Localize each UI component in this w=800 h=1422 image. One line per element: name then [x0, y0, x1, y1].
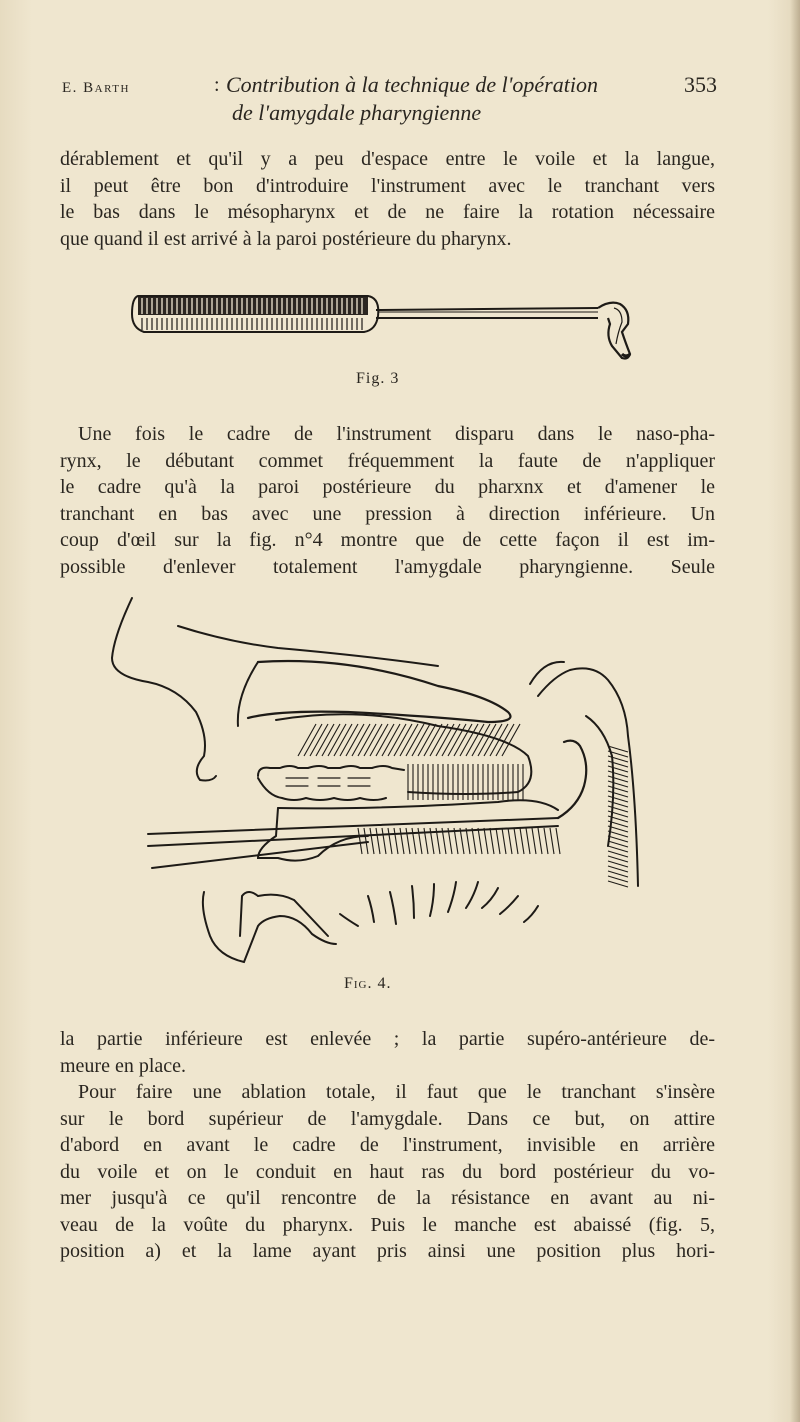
- floor-hatch: [406, 828, 410, 854]
- floor-hatch: [394, 828, 398, 854]
- floor-hatch: [370, 828, 374, 854]
- upper-teeth: [258, 766, 404, 776]
- pharynx-hatch: [608, 776, 628, 782]
- page-number: 353: [684, 72, 717, 97]
- text-line: dérablement et qu'il y a peu d'espace entre le voile et la langue,: [60, 148, 715, 170]
- pharynx-hatch: [608, 856, 628, 862]
- text-line: la partie inférieure est enlevée ; la partie supéro-antérieure de-: [60, 1028, 715, 1050]
- pharynx-hatch: [608, 871, 628, 877]
- pharynx-hatch: [608, 796, 628, 802]
- pharynx-hatch: [608, 771, 628, 777]
- lower-jaw: [203, 892, 336, 962]
- pharynx-hatch: [608, 831, 628, 837]
- floor-hatch: [358, 828, 362, 854]
- pharynx-hatch: [608, 846, 628, 852]
- header-title-text: Contribution à la technique de l'opération: [226, 72, 598, 97]
- floor-hatch: [466, 828, 470, 854]
- text-line: meure en place.: [60, 1054, 187, 1077]
- figure-4-illustration: [108, 596, 668, 976]
- floor-hatch: [556, 828, 560, 854]
- text-line: le cadre qu'à la paroi postérieure du pharxnx et d'amener le: [60, 476, 715, 498]
- running-head: [62, 72, 717, 130]
- floor-hatch: [532, 828, 536, 854]
- text-line: que quand il est arrivé à la paroi postérieure du pharynx.: [60, 227, 512, 250]
- floor-hatch: [472, 828, 476, 854]
- floor-hatch: [502, 828, 506, 854]
- floor-hatch: [484, 828, 488, 854]
- text-line: du voile et on le conduit en haut ras du bord postérieur du vo-: [60, 1160, 715, 1183]
- text-line: il peut être bon d'introduire l'instrument avec le tranchant vers: [60, 174, 715, 197]
- text-line: le bas dans le mésopharynx et de ne faire la rotation nécessaire: [60, 201, 715, 223]
- header-title-line2: de l'amygdale pharyngienne: [232, 100, 482, 125]
- paragraph-1: [60, 146, 715, 252]
- instrument-shaft: [148, 818, 558, 868]
- text-line: possible d'enlever totalement l'amygdale pharyngienne. Seule: [60, 555, 715, 578]
- floor-hatch: [388, 828, 392, 854]
- pharynx-hatch: [608, 876, 628, 882]
- floor-hatch: [400, 828, 404, 854]
- pharynx-hatch: [608, 791, 628, 797]
- pharynx-hatch: [608, 861, 628, 867]
- pharynx-wall: [538, 668, 638, 886]
- floor-hatch: [412, 828, 416, 854]
- floor-hatch: [490, 828, 494, 854]
- floor-hatch: [538, 828, 542, 854]
- pharynx-hatch: [608, 756, 628, 762]
- pharynx-hatch: [608, 766, 628, 772]
- pharynx-hatch: [608, 801, 628, 807]
- figure-3-illustration: [128, 288, 638, 368]
- floor-hatch: [550, 828, 554, 854]
- paragraph-2: [60, 421, 715, 580]
- pharynx-hatch: [608, 841, 628, 847]
- figure-3-caption: Fig. 3: [356, 370, 400, 387]
- floor-hatch: [496, 828, 500, 854]
- floor-hatch: [478, 828, 482, 854]
- floor-hatch: [514, 828, 518, 854]
- paragraph-3: [60, 1026, 715, 1265]
- pharynx-hatch: [608, 781, 628, 787]
- page-edge: [790, 0, 800, 1422]
- header-separator: :: [214, 74, 220, 96]
- palate: [248, 661, 511, 722]
- floor-hatch: [526, 828, 530, 854]
- text-line: veau de la voûte du pharynx. Puis le manche est abaissé (fig. 5,: [60, 1213, 715, 1236]
- figure-4-caption: Fig. 4.: [344, 975, 392, 992]
- pharynx-hatch: [608, 881, 628, 887]
- floor-hatch: [520, 828, 524, 854]
- face-profile: [112, 598, 216, 781]
- text-line: position a) et la lame ayant pris ainsi une position plus hori-: [60, 1240, 715, 1262]
- nose-line: [178, 626, 438, 666]
- text-line: Une fois le cadre de l'instrument disparu dans le naso-pha-: [78, 423, 715, 445]
- floor-hatch: [376, 828, 380, 854]
- floor-hatch: [460, 828, 464, 854]
- pharynx-hatch: [608, 851, 628, 857]
- floor-hatch: [364, 828, 368, 854]
- text-line: coup d'œil sur la fig. n°4 montre que de cette façon il est im-: [60, 529, 715, 551]
- pharynx-hatch: [608, 786, 628, 792]
- pharynx-hatch: [608, 836, 628, 842]
- floor-hatch: [508, 828, 512, 854]
- text-line: rynx, le débutant commet fréquemment la faute de n'appliquer: [60, 449, 715, 472]
- text-line: mer jusqu'à ce qu'il rencontre de la résistance en avant au ni-: [60, 1187, 715, 1209]
- pharynx-hatch: [608, 866, 628, 872]
- text-line: tranchant en bas avec une pression à direction inférieure. Un: [60, 502, 715, 525]
- text-line: d'abord en avant le cadre de l'instrument, invisible en arrière: [60, 1134, 715, 1156]
- pharynx-hatch: [608, 806, 628, 812]
- pharynx-hatch: [608, 761, 628, 767]
- floor-hatch: [544, 828, 548, 854]
- curette-handle: [132, 296, 630, 359]
- text-line: sur le bord supérieur de l'amygdale. Dans ce but, on attire: [60, 1107, 715, 1130]
- header-title-line1: [226, 72, 598, 98]
- header-author: E. Barth: [62, 80, 130, 96]
- text-line: Pour faire une ablation totale, il faut que le tranchant s'insère: [78, 1081, 715, 1103]
- floor-hatch: [382, 828, 386, 854]
